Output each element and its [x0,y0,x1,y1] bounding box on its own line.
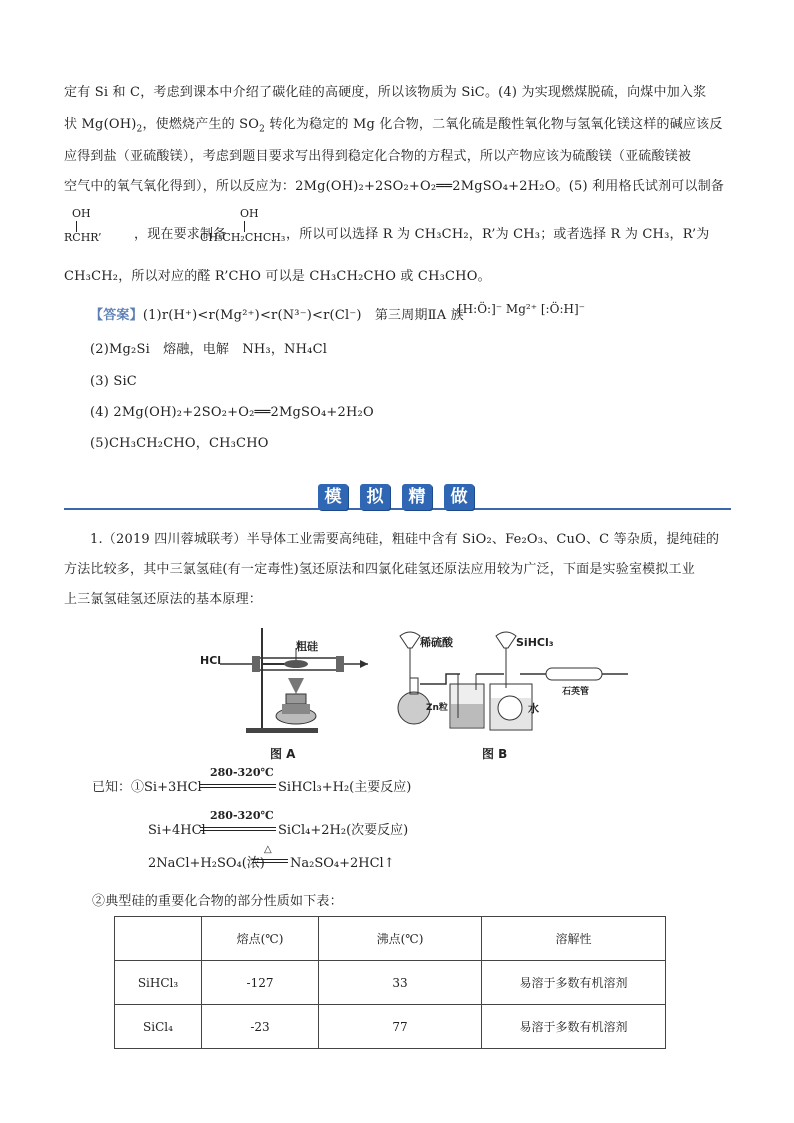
reaction-1-left: 已知：①Si+3HCl [92,780,202,795]
reaction-1-arrow: 280-320℃ [200,766,276,796]
table-cell: 33 [319,961,482,1005]
label-sihcl3: SiHCl₃ [516,636,554,649]
reaction-1-right: SiHCl₃+H₂(主要反应) [278,780,412,795]
figure-a [200,620,370,740]
para-line-4: 空气中的氧气氧化得到），所以反应为：2Mg(OH)₂+2SO₂+O₂══2MgSO₄+2H₂O。(5) 利用格氏试剂可以制备 [64,179,725,194]
para-line-2: 状 $Mg(OH)_2$，使燃烧产生的 $SO_2$ 转化为稳定的 Mg 化合物，二氧化硫是酸性氧化物与氢氧化镁这样的碱应该反 [64,117,723,135]
question-line-3: 上三氯氢硅氢还原法的基本原理： [64,592,263,607]
reaction-2-left: Si+4HCl [148,823,206,838]
butanol-structure: OH CH₃CH₂CHCH₃ [200,207,286,244]
table-cell: SiHCl₃ [115,961,202,1005]
table-cell: 易溶于多数有机溶剂 [482,961,666,1005]
table-row [115,961,666,1005]
figure-a-caption: 图 A [270,747,296,761]
answer-label: 【答案】 [90,308,143,323]
reaction-2-right: SiCl₄+2H₂(次要反应) [278,823,409,838]
apparatus-a-drawing [200,620,370,740]
reaction-2-arrow: 280-320℃ [200,809,276,839]
table-header-row [115,917,666,961]
reaction-3-arrow: △ [252,846,288,870]
table-header-cell [115,917,202,961]
table-cell: -23 [202,1005,319,1049]
para-line-5a: ，现在要求制备 [134,227,227,242]
reaction-3-right: Na₂SO₄+2HCl↑ [290,856,395,871]
table-header-cell: 沸点(℃) [319,917,482,961]
label-quartz: 石英管 [562,687,590,697]
answer-2: (2)Mg₂Si 熔融，电解 NH₃，NH₄Cl [90,342,328,357]
figure-b [396,628,630,738]
answer-1: 【答案】(1)r(H⁺)<r(Mg²⁺)<r(N³⁻)<r(Cl⁻) 第三周期ⅡA 族 [90,308,464,323]
table-header-cell: 熔点(℃) [202,917,319,961]
label-crude-si: 粗硅 [296,640,318,653]
note-2: ②典型硅的重要化合物的部分性质如下表： [92,894,343,909]
banner-char-1: 模 [318,484,348,510]
table-cell: 易溶于多数有机溶剂 [482,1005,666,1049]
answer-4: (4) 2Mg(OH)₂+2SO₂+O₂══2MgSO₄+2H₂O [90,405,374,420]
label-dilute-acid: 稀硫酸 [420,636,453,649]
answer-3: (3) SiC [90,374,137,389]
table-cell: 77 [319,1005,482,1049]
para-line-3: 应得到盐（亚硫酸镁），考虑到题目要求写出得到稳定化合物的方程式，所以产物应该为硫酸镁（亚硫酸镁被 [64,149,692,164]
label-water: 水 [528,702,539,715]
banner-char-2: 拟 [360,484,390,510]
table-cell: SiCl₄ [115,1005,202,1049]
table-cell: -127 [202,961,319,1005]
table-row [115,1005,666,1049]
para-line-5b: ，所以可以选择 R 为 CH₃CH₂，R’为 CH₃；或者选择 R 为 CH₃，R’为 [286,227,710,242]
label-hcl: HCl [200,654,222,667]
banner-char-3: 精 [402,484,432,510]
question-line-2: 方法比较多，其中三氯氢硅(有一定毒性)氢还原法和四氯化硅氢还原法应用较为广泛，下面是实验室模拟工业 [64,562,695,577]
banner-char-4: 做 [444,484,474,510]
reaction-3-left: 2NaCl+H₂SO₄(浓) [148,856,265,871]
section-banner [318,481,474,511]
rchr-structure: OH RCHR’ [64,207,102,244]
para-line-1: 定有 Si 和 C，考虑到课本中介绍了碳化硅的高硬度，所以该物质为 SiC。(4) 为实现燃煤脱硫，向煤中加入浆 [64,85,707,100]
properties-table [114,916,666,1049]
table-header-cell: 溶解性 [482,917,666,961]
label-zn: Zn粒 [426,703,448,713]
answer-5: (5)CH₃CH₂CHO，CH₃CHO [90,436,269,451]
electron-formula: [H:Ö:]⁻ Mg²⁺ [:Ö:H]⁻ [458,302,585,316]
para-line-6: CH₃CH₂，所以对应的醛 R’CHO 可以是 CH₃CH₂CHO 或 CH₃CHO。 [64,269,491,284]
figure-b-caption: 图 B [482,747,508,761]
question-line-1: 1.（2019 四川蓉城联考）半导体工业需要高纯硅，粗硅中含有 SiO₂、Fe₂O₃、CuO、C 等杂质，提纯硅的 [90,532,720,547]
